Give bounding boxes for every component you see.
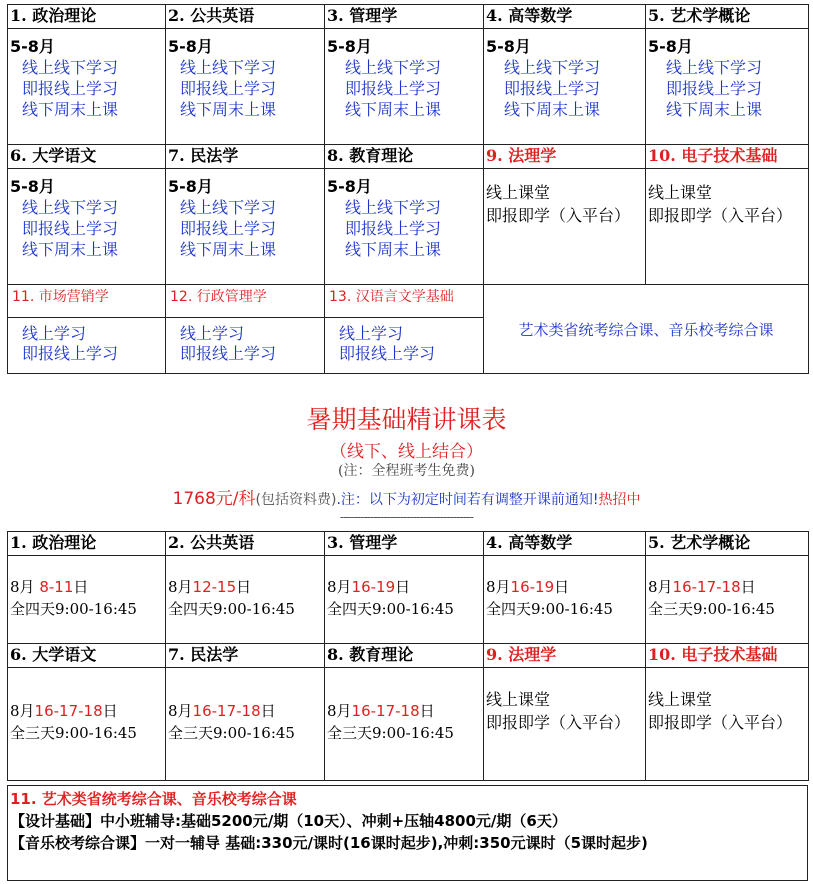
schedule-day-unit: 日 [236, 578, 252, 596]
course-title: 9. 法理学 [484, 644, 646, 668]
online-label: 即报即学（入平台） [486, 206, 631, 225]
art-course-title: 11. 艺术类省统考综合课、音乐校考综合课 [10, 790, 297, 808]
art-course-line: 【设计基础】中小班辅导:基础5200元/期（10天）、冲刺+压轴4800元/期（6天） [10, 812, 567, 830]
course-line: 即报线上学习 [22, 344, 119, 363]
course-cell [166, 318, 325, 374]
course-cell [484, 29, 646, 145]
course-title: 1. 政治理论 [8, 532, 166, 556]
schedule-month: 8月 [327, 702, 352, 720]
course-line: 即报线上学习 [666, 79, 763, 98]
price: 1768元/科 [172, 489, 256, 509]
schedule-month: 8月 [10, 702, 35, 720]
course-line: 线上学习 [339, 324, 404, 343]
course-title: 9. 法理学 [484, 145, 646, 169]
art-course-label: 艺术类省统考综合课、音乐校考综合课 [484, 285, 809, 374]
schedule-day-unit: 日 [395, 578, 411, 596]
online-label: 即报即学（入平台） [648, 206, 793, 225]
course-line: 线下周末上课 [22, 240, 119, 259]
schedule-duration: 全四天9:00-16:45 [10, 600, 137, 618]
course-title: 4. 高等数学 [484, 532, 646, 556]
course-title: 8. 教育理论 [325, 145, 484, 169]
course-line: 线上线下学习 [180, 58, 277, 77]
schedule-days: 12-15 [192, 578, 237, 596]
course-line: 线上线下学习 [22, 58, 119, 77]
online-label: 线上课堂 [648, 183, 713, 202]
course-title: 4. 高等数学 [484, 5, 646, 29]
online-label: 即报即学（入平台） [648, 713, 793, 732]
course-table-bottom [7, 531, 809, 781]
schedule-days: 8-11 [39, 578, 74, 596]
schedule-days: 16-17-18 [192, 702, 261, 720]
course-title: 2. 公共英语 [166, 532, 325, 556]
schedule-duration: 全三天9:00-16:45 [648, 600, 775, 618]
course-month: 5-8月 [168, 177, 213, 196]
schedule-day-unit: 日 [740, 578, 756, 596]
course-line: 即报线上学习 [339, 344, 436, 363]
course-cell [325, 318, 484, 374]
course-month: 5-8月 [486, 37, 531, 56]
schedule-days: 16-19 [510, 578, 555, 596]
course-title: 2. 公共英语 [166, 5, 325, 29]
course-cell [325, 29, 484, 145]
course-title: 7. 民法学 [166, 145, 325, 169]
course-cell [8, 318, 166, 374]
course-title: 11. 市场营销学 [8, 285, 166, 318]
course-line: 线下周末上课 [345, 100, 442, 119]
course-month: 5-8月 [327, 177, 372, 196]
course-month: 5-8月 [10, 177, 55, 196]
course-cell [166, 29, 325, 145]
course-title: 12. 行政管理学 [166, 285, 325, 318]
schedule-days: 16-19 [351, 578, 396, 596]
schedule-days: 16-17-18 [672, 578, 741, 596]
price-line [0, 484, 813, 509]
notice: .注：以下为初定时间若有调整开课前通知! [336, 492, 599, 508]
course-title: 10. 电子技术基础 [646, 644, 809, 668]
course-month: 5-8月 [168, 37, 213, 56]
schedule-days: 16-17-18 [34, 702, 103, 720]
course-line: 线下周末上课 [345, 240, 442, 259]
schedule-month: 8月 [168, 578, 193, 596]
schedule-cell [325, 556, 484, 644]
schedule-cell [8, 556, 166, 644]
schedule-duration: 全四天9:00-16:45 [327, 600, 454, 618]
schedule-days: 16-17-18 [351, 702, 420, 720]
course-line: 即报线上学习 [180, 79, 277, 98]
course-line: 线上线下学习 [345, 58, 442, 77]
schedule-duration: 全四天9:00-16:45 [486, 600, 613, 618]
schedule-cell [646, 668, 809, 781]
course-cell [646, 169, 809, 285]
course-line: 线上线下学习 [666, 58, 763, 77]
course-line: 线下周末上课 [666, 100, 763, 119]
schedule-duration: 全四天9:00-16:45 [168, 600, 295, 618]
course-line: 线上线下学习 [180, 198, 277, 217]
schedule-cell [166, 556, 325, 644]
schedule-cell [484, 668, 646, 781]
course-line: 即报线上学习 [345, 219, 442, 238]
course-line: 线下周末上课 [22, 100, 119, 119]
course-line: 线下周末上课 [504, 100, 601, 119]
course-line: 即报线上学习 [504, 79, 601, 98]
course-title: 13. 汉语言文学基础 [325, 285, 484, 318]
schedule-duration: 全三天9:00-16:45 [327, 724, 454, 742]
course-title: 1. 政治理论 [8, 5, 166, 29]
course-title: 6. 大学语文 [8, 644, 166, 668]
schedule-duration: 全三天9:00-16:45 [168, 724, 295, 742]
schedule-cell [484, 556, 646, 644]
online-label: 线上课堂 [486, 690, 551, 709]
online-label: 线上课堂 [486, 183, 551, 202]
schedule-day-unit: 日 [73, 578, 89, 596]
course-table-top [7, 4, 809, 374]
course-title: 3. 管理学 [325, 5, 484, 29]
course-month: 5-8月 [10, 37, 55, 56]
schedule-day-unit: 日 [260, 702, 276, 720]
course-title: 7. 民法学 [166, 644, 325, 668]
art-course-line: 【音乐校考综合课】一对一辅导 基础:330元/课时(16课时起步),冲刺:350元课时（5课时起步) [10, 834, 648, 852]
schedule-month: 8月 [327, 578, 352, 596]
course-line: 线上线下学习 [504, 58, 601, 77]
price-note: (包括资料费) [255, 492, 337, 508]
schedule-month: 8月 [648, 578, 673, 596]
course-cell [8, 29, 166, 145]
course-title: 6. 大学语文 [8, 145, 166, 169]
course-line: 线下周末上课 [180, 100, 277, 119]
summer-title: 暑期基础精讲课表 [306, 405, 507, 434]
online-label: 即报即学（入平台） [486, 713, 631, 732]
course-title: 10. 电子技术基础 [646, 145, 809, 169]
course-line: 线上学习 [22, 324, 87, 343]
schedule-day-unit: 日 [102, 702, 118, 720]
schedule-cell [646, 556, 809, 644]
course-line: 线上线下学习 [22, 198, 119, 217]
schedule-cell [8, 668, 166, 781]
schedule-cell [325, 668, 484, 781]
course-line: 即报线上学习 [345, 79, 442, 98]
course-title: 3. 管理学 [325, 532, 484, 556]
course-line: 即报线上学习 [180, 219, 277, 238]
course-title: 8. 教育理论 [325, 644, 484, 668]
course-month: 5-8月 [327, 37, 372, 56]
course-cell [8, 169, 166, 285]
summer-subtitle: （线下、线上结合） [330, 442, 483, 462]
course-title: 5. 艺术学概论 [646, 532, 809, 556]
online-label: 线上课堂 [648, 690, 713, 709]
summer-note: (注：全程班考生免费) [338, 463, 475, 479]
course-month: 5-8月 [648, 37, 693, 56]
schedule-duration: 全三天9:00-16:45 [10, 724, 137, 742]
course-cell [325, 169, 484, 285]
course-line: 即报线上学习 [22, 79, 119, 98]
schedule-day-unit: 日 [419, 702, 435, 720]
hot-badge: 热招中 [598, 492, 641, 508]
course-line: 即报线上学习 [180, 344, 277, 363]
schedule-month: 8月 [10, 578, 35, 596]
course-line: 线上线下学习 [345, 198, 442, 217]
schedule-cell [166, 668, 325, 781]
course-cell [646, 29, 809, 145]
schedule-day-unit: 日 [554, 578, 570, 596]
course-line: 线下周末上课 [180, 240, 277, 259]
course-cell [166, 169, 325, 285]
course-title: 5. 艺术学概论 [646, 5, 809, 29]
schedule-month: 8月 [486, 578, 511, 596]
course-cell [484, 169, 646, 285]
course-line: 线上学习 [180, 324, 245, 343]
divider: ---------------------------------------- [339, 510, 474, 524]
art-course-box [7, 785, 808, 881]
schedule-month: 8月 [168, 702, 193, 720]
course-line: 即报线上学习 [22, 219, 119, 238]
